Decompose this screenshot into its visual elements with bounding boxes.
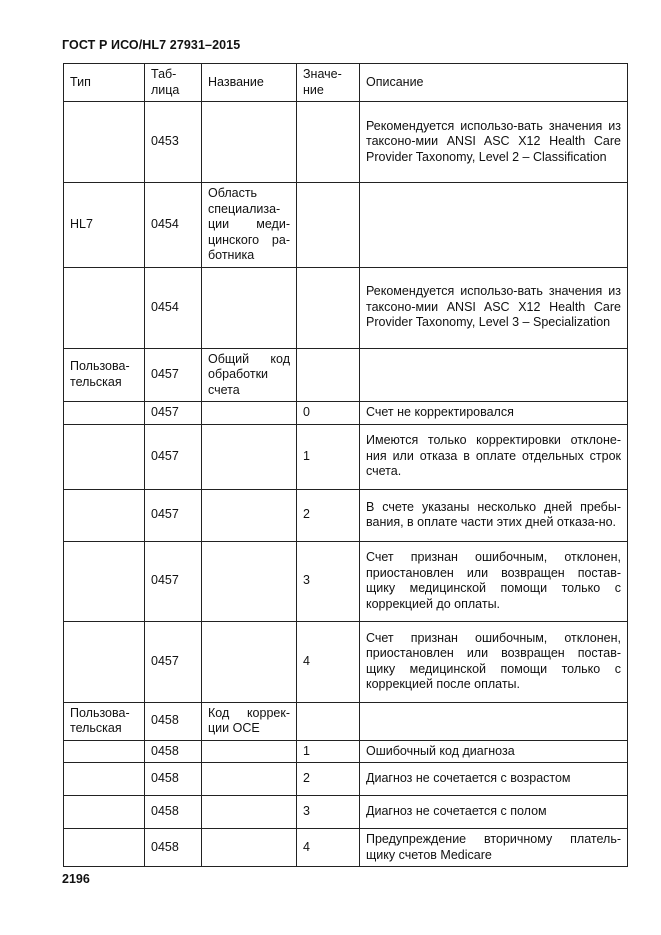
cell-table: 0458 [145,702,202,740]
page-number: 2196 [62,872,90,886]
table-row [64,621,628,702]
cell-description [360,183,628,268]
cell-table: 0457 [145,348,202,402]
header-name: Название [202,64,297,102]
cell-table: 0457 [145,621,202,702]
cell-type [64,267,145,348]
table-row [64,763,628,796]
cell-description: Имеются только корректировки отклоне-ния или отказа в оплате отдельных строк счета. [360,424,628,489]
header-value: Значе- ние [297,64,360,102]
cell-type [64,424,145,489]
cell-description: Рекомендуется использо-вать значения из таксоно-мии ANSI ASC X12 Health Care Provider Taxonomy, Level 2 – Classification [360,102,628,183]
cell-value: 4 [297,829,360,867]
cell-description: Счет не корректировался [360,402,628,425]
table-row [64,796,628,829]
table-row [64,102,628,183]
cell-name [202,541,297,621]
table-row [64,489,628,541]
cell-description: Счет признан ошибочным, отклонен, приостановлен или возвращен постав-щику медицинской помощи только с коррекцией до оплаты. [360,541,628,621]
cell-value [297,267,360,348]
cell-name: Общий код обработки счета [202,348,297,402]
cell-name: Код коррек-ции OCE [202,702,297,740]
cell-type [64,763,145,796]
cell-type [64,829,145,867]
cell-type: Пользова-тельская [64,348,145,402]
cell-table: 0457 [145,541,202,621]
cell-name [202,402,297,425]
cell-description: Ошибочный код диагноза [360,740,628,763]
cell-name: Область специализа-ции меди-цинского ра-ботника [202,183,297,268]
cell-table: 0458 [145,763,202,796]
cell-description: Диагноз не сочетается с возрастом [360,763,628,796]
cell-table: 0453 [145,102,202,183]
cell-value: 1 [297,424,360,489]
table-row [64,267,628,348]
cell-table: 0457 [145,489,202,541]
cell-value: 2 [297,763,360,796]
table-row [64,829,628,867]
cell-type [64,102,145,183]
cell-value: 4 [297,621,360,702]
cell-description: Рекомендуется использо-вать значения из таксоно-мии ANSI ASC X12 Health Care Provider Taxonomy, Level 3 – Specialization [360,267,628,348]
cell-name [202,740,297,763]
cell-value: 1 [297,740,360,763]
cell-type [64,796,145,829]
table-row [64,541,628,621]
cell-value: 3 [297,541,360,621]
cell-description: Предупреждение вторичному платель-щику счетов Medicare [360,829,628,867]
cell-table: 0454 [145,267,202,348]
cell-table: 0458 [145,740,202,763]
table-row [64,702,628,740]
header-type: Тип [64,64,145,102]
cell-name [202,829,297,867]
header-description: Описание [360,64,628,102]
cell-value: 2 [297,489,360,541]
table-row [64,348,628,402]
table-row [64,740,628,763]
cell-table: 0457 [145,402,202,425]
cell-name [202,102,297,183]
cell-type: Пользова-тельская [64,702,145,740]
document-title: ГОСТ Р ИСО/HL7 27931–2015 [62,38,241,52]
cell-type [64,489,145,541]
cell-description [360,702,628,740]
cell-value: 3 [297,796,360,829]
cell-type [64,541,145,621]
cell-name [202,424,297,489]
cell-type [64,740,145,763]
cell-table: 0454 [145,183,202,268]
cell-value [297,702,360,740]
cell-value [297,348,360,402]
table-header-row [64,64,628,102]
cell-type [64,402,145,425]
table-row [64,402,628,425]
table-row [64,183,628,268]
cell-name [202,796,297,829]
cell-value [297,102,360,183]
cell-type [64,621,145,702]
code-table [63,63,628,867]
cell-value [297,183,360,268]
cell-name [202,489,297,541]
table-row [64,424,628,489]
cell-type: HL7 [64,183,145,268]
cell-description [360,348,628,402]
cell-description: В счете указаны несколько дней пребы-вания, в оплате части этих дней отказа-но. [360,489,628,541]
cell-description: Диагноз не сочетается с полом [360,796,628,829]
cell-value: 0 [297,402,360,425]
cell-name [202,267,297,348]
cell-table: 0457 [145,424,202,489]
cell-name [202,763,297,796]
cell-table: 0458 [145,829,202,867]
cell-description: Счет признан ошибочным, отклонен, приостановлен или возвращен постав-щику медицинской помощи только с коррекцией после оплаты. [360,621,628,702]
header-table: Таб- лица [145,64,202,102]
cell-name [202,621,297,702]
cell-table: 0458 [145,796,202,829]
